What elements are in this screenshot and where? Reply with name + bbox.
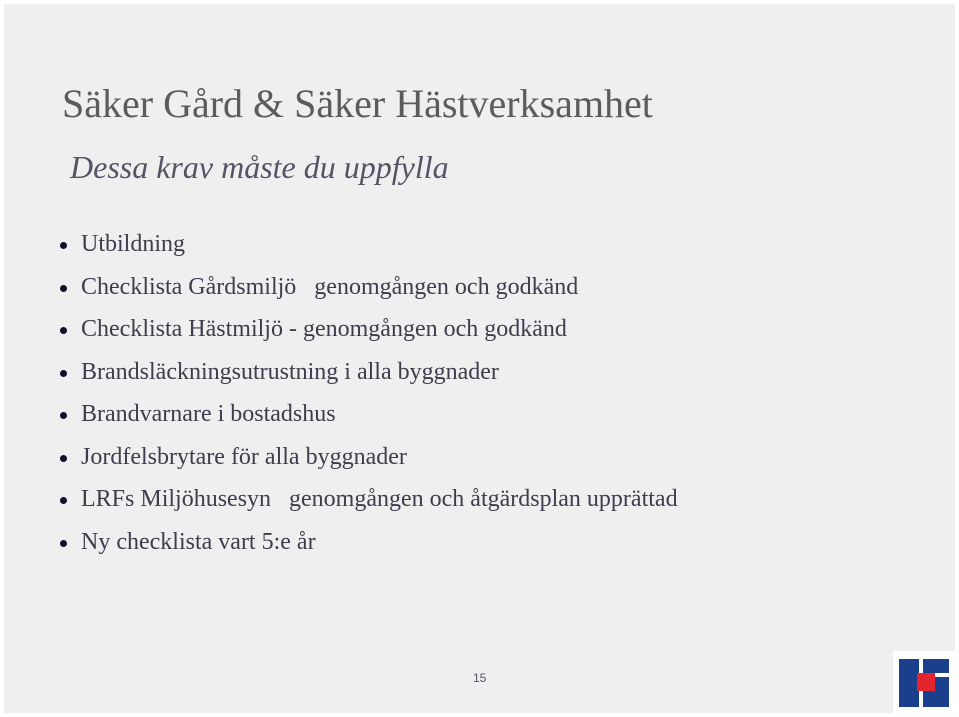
bullet-dot-icon <box>60 540 67 547</box>
bullet-dot-icon <box>60 285 67 292</box>
bullet-dot-icon <box>60 327 67 334</box>
slide-title: Säker Gård & Säker Hästverksamhet <box>62 81 653 126</box>
bullet-dot-icon <box>60 242 67 249</box>
bullet-item: Ny checklista vart 5:e år <box>56 526 756 559</box>
bullet-item: Checklista Hästmiljö - genomgången och godkänd <box>56 313 756 346</box>
slide-subtitle: Dessa krav måste du uppfylla <box>70 149 449 185</box>
bullet-item: LRFs Miljöhusesyn genomgången och åtgärdsplan upprättad <box>56 483 756 516</box>
bullet-item: Brandsläckningsutrustning i alla byggnader <box>56 356 756 389</box>
page-number: 15 <box>473 671 487 685</box>
bullet-dot-icon <box>60 412 67 419</box>
bullet-item: Utbildning <box>56 228 756 261</box>
bullet-item: Jordfelsbrytare för alla byggnader <box>56 441 756 474</box>
lrf-logo-icon <box>893 651 955 713</box>
bullet-dot-icon <box>60 370 67 377</box>
bullet-item: Checklista Gårdsmiljö genomgången och godkänd <box>56 271 756 304</box>
bullet-dot-icon <box>60 497 67 504</box>
bullet-list <box>56 228 756 568</box>
bullet-dot-icon <box>60 455 67 462</box>
logo-graphic <box>893 651 955 713</box>
slide <box>4 4 955 713</box>
bullet-item: Brandvarnare i bostadshus <box>56 398 756 431</box>
